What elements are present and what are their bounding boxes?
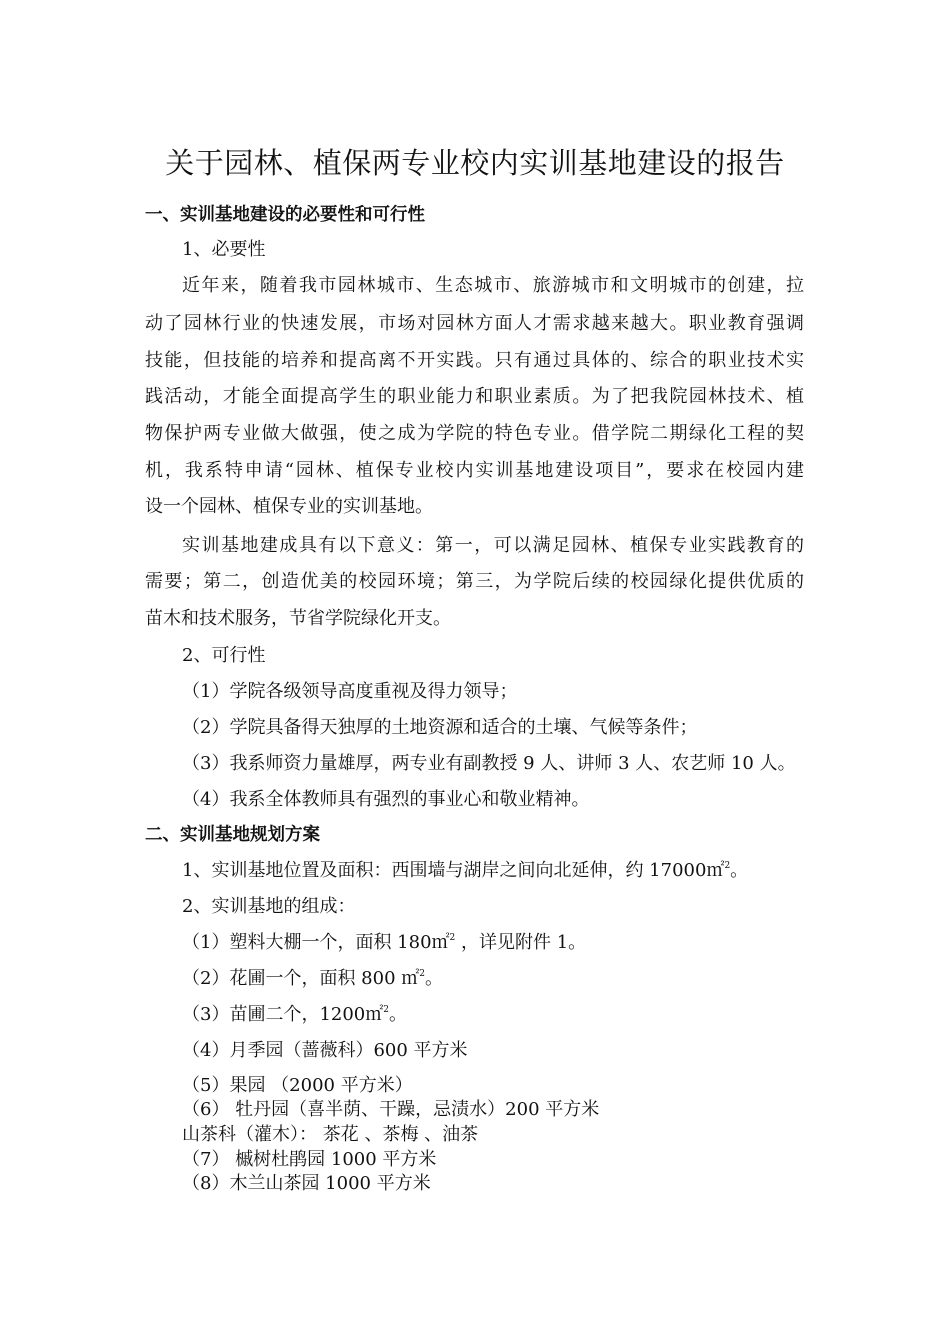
- paragraph-line: 需要；第二，创造优美的校园环境；第三，为学院后续的校园绿化提供优质的: [145, 571, 804, 592]
- list-item-text: （1）塑料大棚一个，面积 180㎡: [182, 932, 450, 953]
- paragraph-line: 动了园林行业的快速发展，市场对园林方面人才需求越来越大。职业教育强调: [145, 313, 804, 334]
- list-item: （3）我系师资力量雄厚，两专业有副教授 9 人、讲师 3 人、农艺师 10 人。: [182, 753, 796, 774]
- list-item-rest: ，详见附件 1。: [455, 932, 587, 953]
- list-item: （4）我系全体教师具有强烈的事业心和敬业精神。: [182, 789, 590, 810]
- list-item: 山茶科（灌木）： 茶花 、茶梅 、油茶: [182, 1124, 479, 1145]
- superscript: 2: [383, 1005, 389, 1015]
- list-item: [182, 966, 443, 992]
- subsection-heading-necessity: 1、必要性: [182, 239, 266, 260]
- superscript: 2: [419, 969, 425, 979]
- list-item: （6） 牡丹园（喜半荫、干躁，忌渍水）200 平方米: [182, 1099, 600, 1120]
- list-item: （5）果园 （2000 平方米）: [182, 1075, 413, 1096]
- list-item-rest: 。: [425, 968, 443, 989]
- list-item-text: （2）花圃一个，面积 800 ㎡: [182, 968, 420, 989]
- section-heading-2: 二、实训基地规划方案: [145, 825, 320, 845]
- list-item: （4）月季园（蔷薇科）600 平方米: [182, 1040, 468, 1061]
- superscript: 2: [449, 933, 456, 943]
- subsection-heading-feasibility: 2、可行性: [182, 645, 266, 666]
- paragraph-line: 技能，但技能的培养和提高离不开实践。只有通过具体的、综合的职业技术实: [145, 350, 804, 371]
- list-item: （8）木兰山茶园 1000 平方米: [182, 1173, 431, 1194]
- paragraph-line: 践活动，才能全面提高学生的职业能力和职业素质。为了把我院园林技术、植: [145, 386, 804, 407]
- composition-heading: 2、实训基地的组成：: [182, 896, 356, 917]
- list-item: （1）学院各级领导高度重视及得力领导；: [182, 681, 518, 702]
- paragraph-line: 近年来，随着我市园林城市、生态城市、旅游城市和文明城市的创建，拉: [182, 275, 804, 296]
- superscript: 2: [724, 861, 731, 871]
- list-item-text: （3）苗圃二个，1200㎡: [182, 1004, 384, 1025]
- list-item: （2）学院具备得天独厚的土地资源和适合的土壤、气候等条件；: [182, 717, 698, 738]
- paragraph-line: 设一个园林、植保专业的实训基地。: [145, 496, 433, 517]
- list-item: [182, 930, 586, 956]
- paragraph-line: 实训基地建成具有以下意义：第一，可以满足园林、植保专业实践教育的: [182, 535, 804, 556]
- location-text: 1、实训基地位置及面积：西围墙与湖岸之间向北延伸，约 17000㎡: [182, 860, 725, 881]
- section-heading-1: 一、实训基地建设的必要性和可行性: [145, 205, 425, 225]
- paragraph-line: 苗木和技术服务，节省学院绿化开支。: [145, 608, 451, 629]
- document-title: 关于园林、植保两专业校内实训基地建设的报告: [165, 146, 785, 180]
- list-item: （7） 槭树杜鹃园 1000 平方米: [182, 1149, 437, 1170]
- list-item: [182, 1002, 407, 1028]
- paragraph-line: 物保护两专业做大做强，使之成为学院的特色专业。借学院二期绿化工程的契: [145, 423, 804, 444]
- list-item-rest: 。: [389, 1004, 407, 1025]
- location-end: 。: [730, 860, 749, 881]
- location-line: [182, 858, 748, 884]
- paragraph-line: 机，我系特申请“园林、植保专业校内实训基地建设项目”，要求在校园内建: [145, 460, 804, 481]
